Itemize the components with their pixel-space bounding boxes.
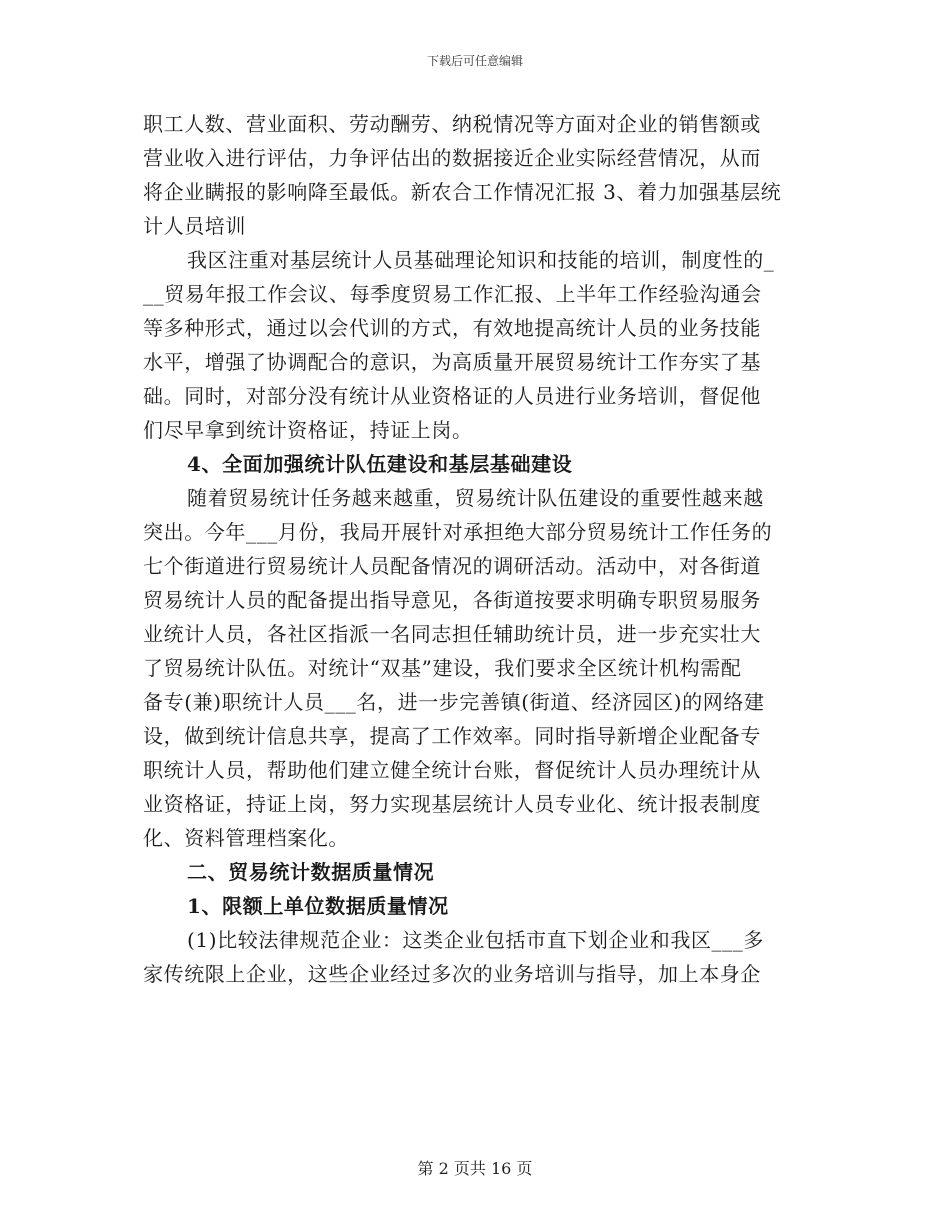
paragraph-line: 计人员培训 [143,214,246,238]
paragraph-line: 业资格证，持证上岗，努力实现基层统计人员专业化、统计报表制度 [143,792,761,816]
paragraph-line: 业统计人员，各社区指派一名同志担任辅助统计员，进一步充实壮大 [143,622,761,646]
paragraph-line: 们尽早拿到统计资格证，持证上岗。 [143,418,473,442]
paragraph-line: 七个街道进行贸易统计人员配备情况的调研活动。活动中，对各街道 [143,554,761,578]
paragraph-line: (1)比较法律规范企业：这类企业包括市直下划企业和我区___多 [187,928,764,952]
paragraph-line: __贸易年报工作会议、每季度贸易工作汇报、上半年工作经验沟通会 [143,282,762,306]
page-footer: 第 2 页共 16 页 [417,1159,533,1178]
paragraph-line: 备专(兼)职统计人员___名，进一步完善镇(街道、经济园区)的网络建 [143,690,765,714]
section-heading-line: 4、全面加强统计队伍建设和基层基础建设 [187,452,573,476]
paragraph-line: 设，做到统计信息共享，提高了工作效率。同时指导新增企业配备专 [143,724,761,748]
paragraph-line: 突出。今年___月份，我局开展针对承担绝大部分贸易统计工作任务的 [143,520,773,544]
section-heading-line: 1、限额上单位数据质量情况 [187,894,449,918]
document-body [143,112,811,996]
paragraph-line: 我区注重对基层统计人员基础理论知识和技能的培训，制度性的_ [187,248,775,272]
paragraph-line: 营业收入进行评估，力争评估出的数据接近企业实际经营情况，从而 [143,146,761,170]
paragraph-line: 了贸易统计队伍。对统计“双基”建设，我们要求全区统计机构需配 [143,656,742,680]
paragraph-line: 化、资料管理档案化。 [143,826,349,850]
paragraph-line: 等多种形式，通过以会代训的方式，有效地提高统计人员的业务技能 [143,316,761,340]
paragraph-line: 家传统限上企业，这些企业经过多次的业务培训与指导，加上本身企 [143,962,761,986]
paragraph-line: 职统计人员，帮助他们建立健全统计台账，督促统计人员办理统计从 [143,758,761,782]
paragraph-line: 贸易统计人员的配备提出指导意见，各街道按要求明确专职贸易服务 [143,588,761,612]
paragraph-line: 础。同时，对部分没有统计从业资格证的人员进行业务培训，督促他 [143,384,761,408]
paragraph-line: 随着贸易统计任务越来越重，贸易统计队伍建设的重要性越来越 [187,486,764,510]
paragraph-line: 将企业瞒报的影响降至最低。新农合工作情况汇报 3、着力加强基层统 [143,180,782,204]
paragraph-line: 职工人数、营业面积、劳动酬劳、纳税情况等方面对企业的销售额或 [143,112,761,136]
paragraph-line: 水平，增强了协调配合的意识，为高质量开展贸易统计工作夯实了基 [143,350,761,374]
page-header: 下载后可任意编辑 [426,54,523,68]
section-heading-line: 二、贸易统计数据质量情况 [187,860,435,884]
